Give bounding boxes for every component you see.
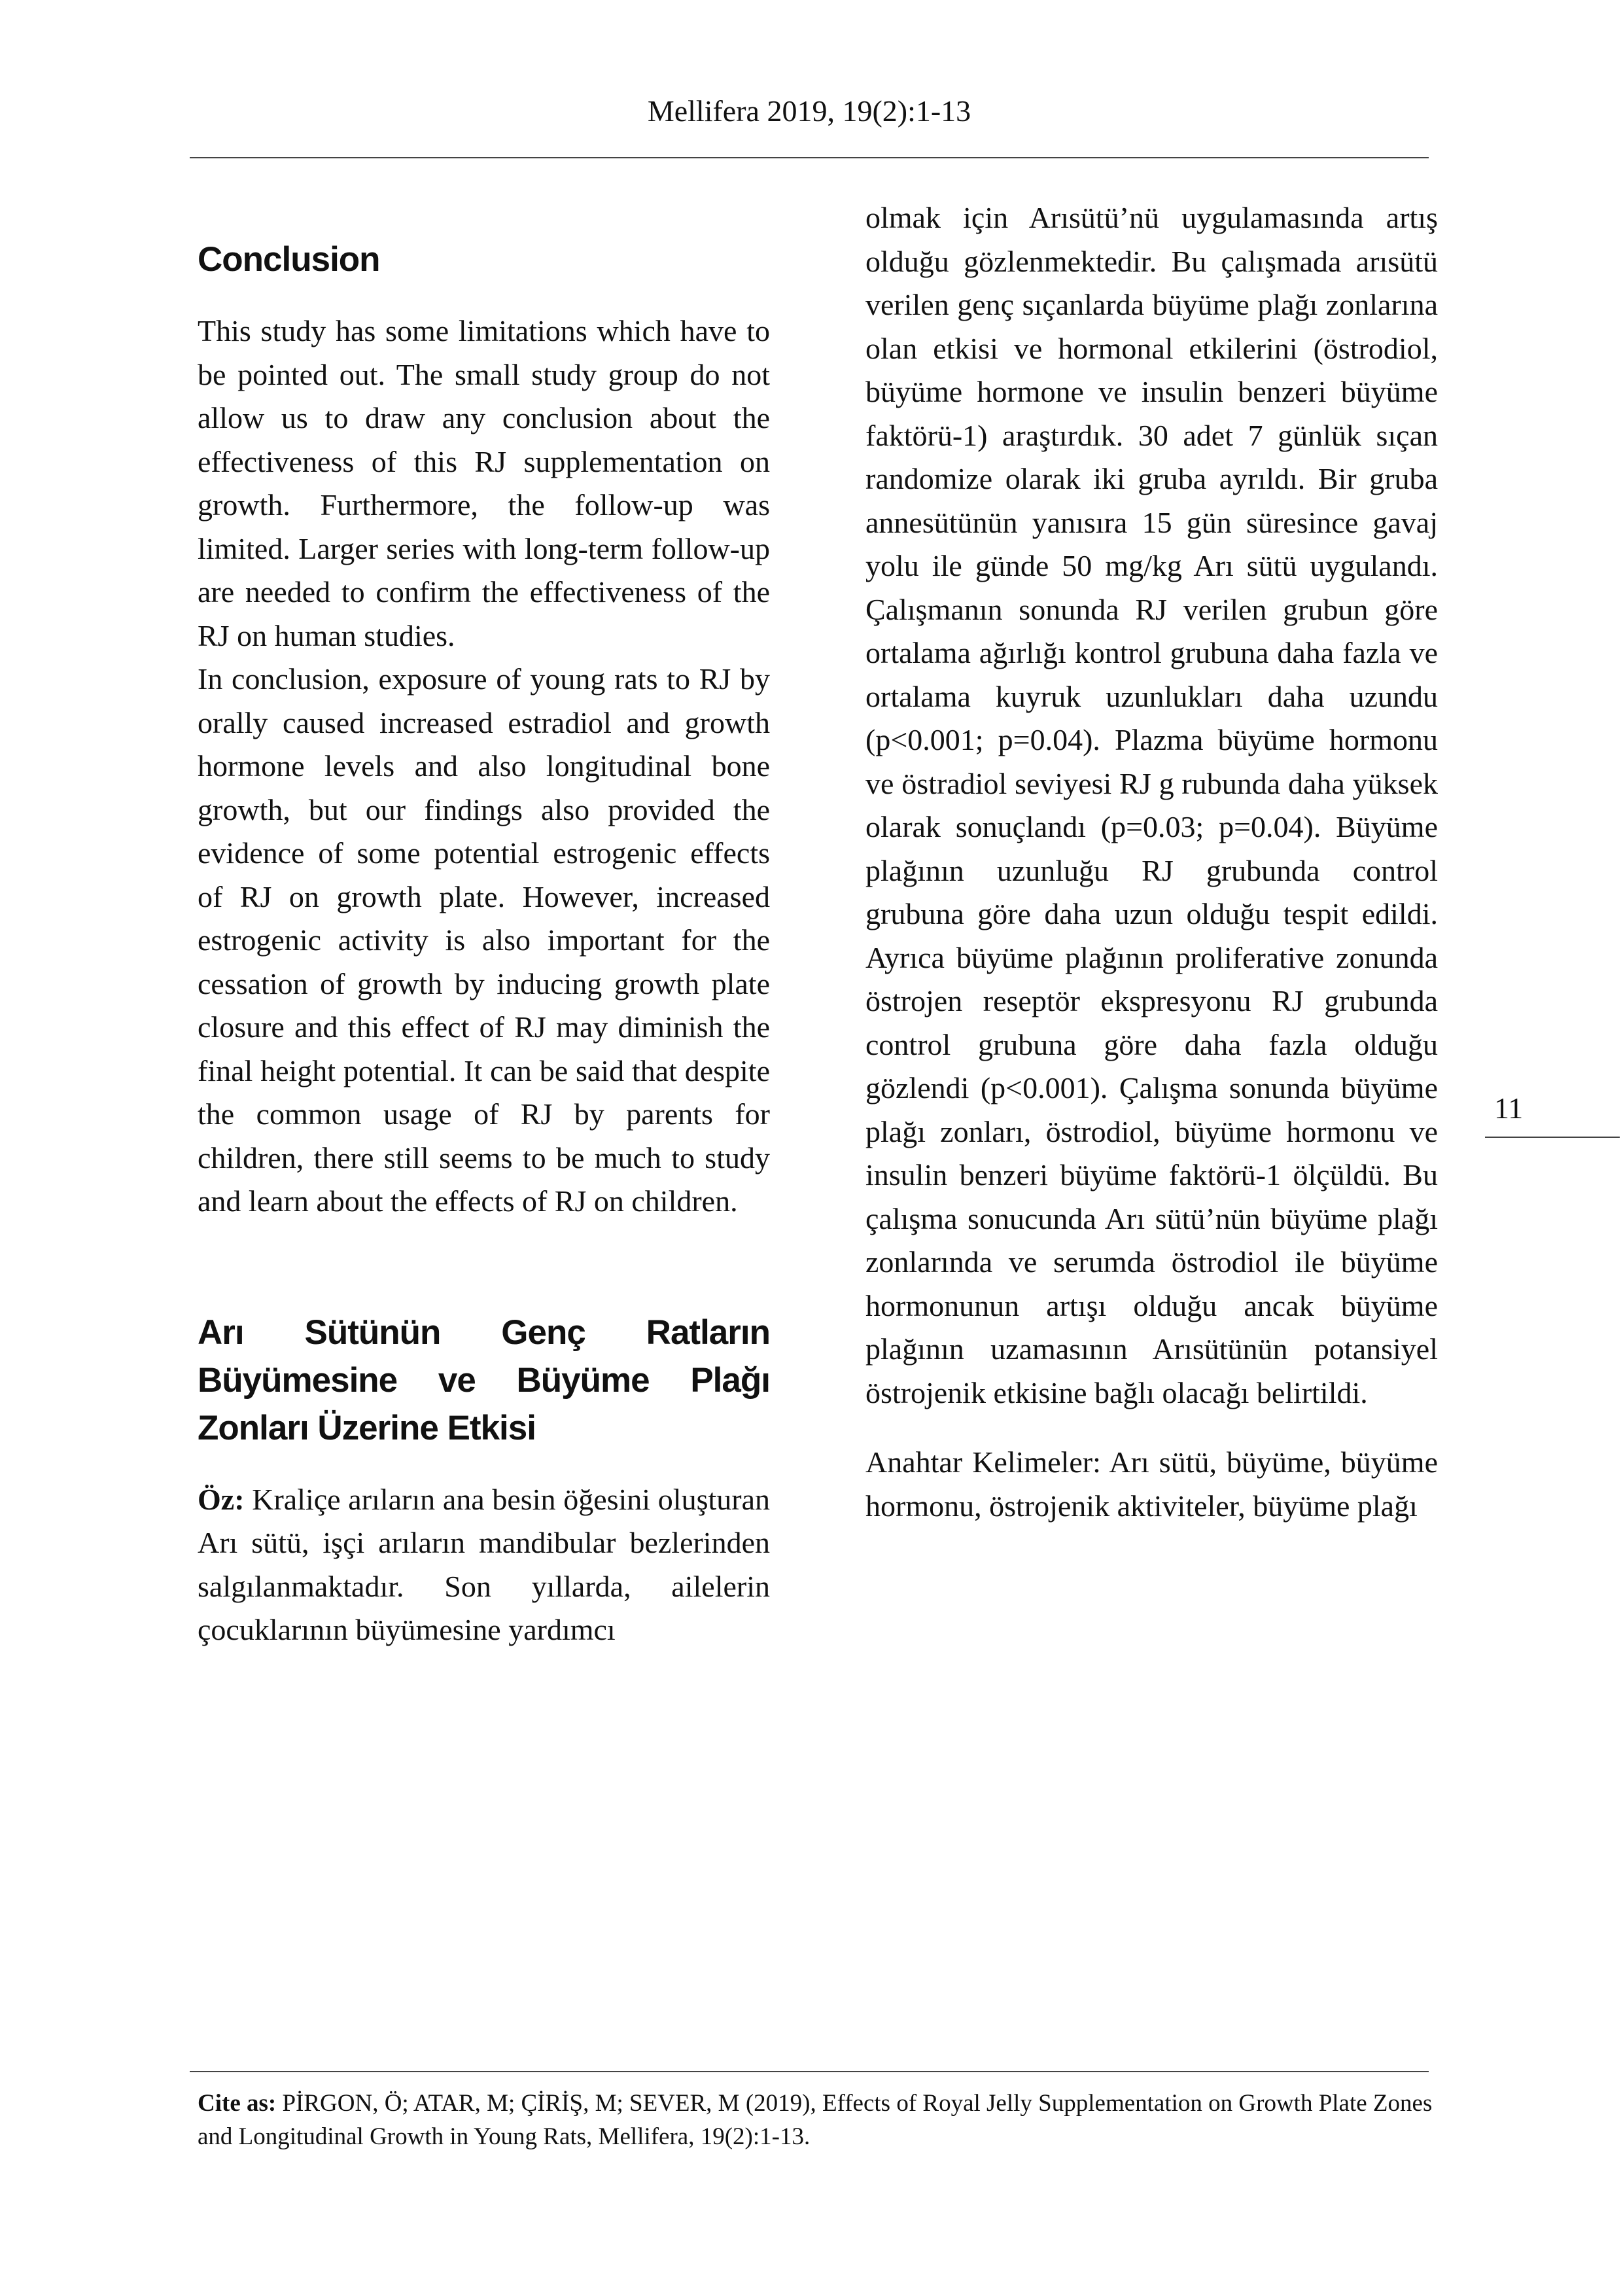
page-number-underline [1485, 1137, 1620, 1138]
footer-divider [190, 2071, 1429, 2072]
page-number: 11 [1494, 1091, 1524, 1125]
header-divider [190, 157, 1429, 158]
left-column [198, 196, 770, 1652]
abstract-text-start: Kraliçe arıların ana besin öğesini oluşturan Arı sütü, işçi arıların mandibular bezlerinden salgılanmaktadır. Son yıllarda, ailelerin çocuklarının büyümesine yardımcı [198, 1482, 770, 1646]
citation [198, 2087, 1437, 2153]
turkish-abstract-start [198, 1478, 770, 1652]
running-header: Mellifera 2019, 19(2):1-13 [647, 94, 971, 128]
abstract-label: Öz: [198, 1482, 245, 1516]
turkish-abstract-continued: olmak için Arısütü’nü uygulamasında artış olduğu gözlenmektedir. Bu çalışmada arısütü verilen genç sıçanlarda büyüme plağı zonlarına olan etkisi ve hormonal etkilerini (östrodiol, büyüme hormone ve insulin benzeri büyüme faktörü-1) araştırdık. 30 adet 7 günlük sıçan randomize olarak iki gruba ayrıldı. Bir gruba annesütünün yanısıra 15 gün süresince gavaj yolu ile günde 50 mg/kg Arı sütü uygulandı. Çalışmanın sonunda RJ verilen grubun göre ortalama ağırlığı kontrol grubuna daha fazla ve ortalama kuyruk uzunlukları daha uzundu (p<0.001; p=0.04). Plazma büyüme hormonu ve östradiol seviyesi RJ g rubunda daha yüksek olarak sonuçlandı (p=0.03; p=0.04). Büyüme plağının uzunluğu RJ grubunda control grubuna göre daha uzun olduğu tespit edildi. Ayrıca büyüme plağının proliferative zonunda östrojen reseptör ekspresyonu RJ grubunda control grubuna göre daha fazla olduğu gözlendi (p<0.001). Çalışma sonunda büyüme plağı zonları, östrodiol, büyüme hormonu ve insulin benzeri büyüme faktörü-1 ölçüldü. Bu çalışma sonucunda Arı sütü’nün büyüme plağı zonlarında ve serumda östrodiol ile büyüme hormonunun artışı olduğu ancak büyüme plağının uzamasının Arısütünün potansiyel östrojenik etkisine bağlı olacağı belirtildi. [865, 201, 1438, 1409]
right-column [865, 196, 1438, 1528]
citation-text: PİRGON, Ö; ATAR, M; ÇİRİŞ, M; SEVER, M (2019), Effects of Royal Jelly Supplementation on Growth Plate Zones and Longitudinal Growth in Young Rats, Mellifera, 19(2):1-13. [198, 2090, 1433, 2150]
conclusion-heading: Conclusion [198, 240, 380, 279]
turkish-title: Arı Sütünün Genç Ratların Büyümesine ve Büyüme Plağı Zonları Üzerine Etkisi [198, 1313, 770, 1447]
cite-label: Cite as: [198, 2090, 277, 2117]
conclusion-paragraph-limitations: This study has some limitations which have to be pointed out. The small study group do not allow us to draw any conclusion about the effectiveness of this RJ supplementation on growth. Furthermore, the follow-up was limited. Larger series with long-term follow-up are needed to confirm the effectiveness of the RJ on human studies. [198, 314, 770, 652]
conclusion-paragraph-summary: In conclusion, exposure of young rats to RJ by orally caused increased estradiol and growth hormone levels and also longitudinal bone growth, but our findings also provided the evidence of some potential estrogenic effects of RJ on growth plate. However, increased estrogenic activity is also important for the cessation of growth by inducing growth plate closure and this effect of RJ may diminish the final height potential. It can be said that despite the common usage of RJ by parents for children, there still seems to be much to study and learn about the effects of RJ on children. [198, 662, 770, 1218]
keywords: Anahtar Kelimeler: Arı sütü, büyüme, büyüme hormonu, östrojenik aktiviteler, büyüme plağı [865, 1445, 1438, 1523]
